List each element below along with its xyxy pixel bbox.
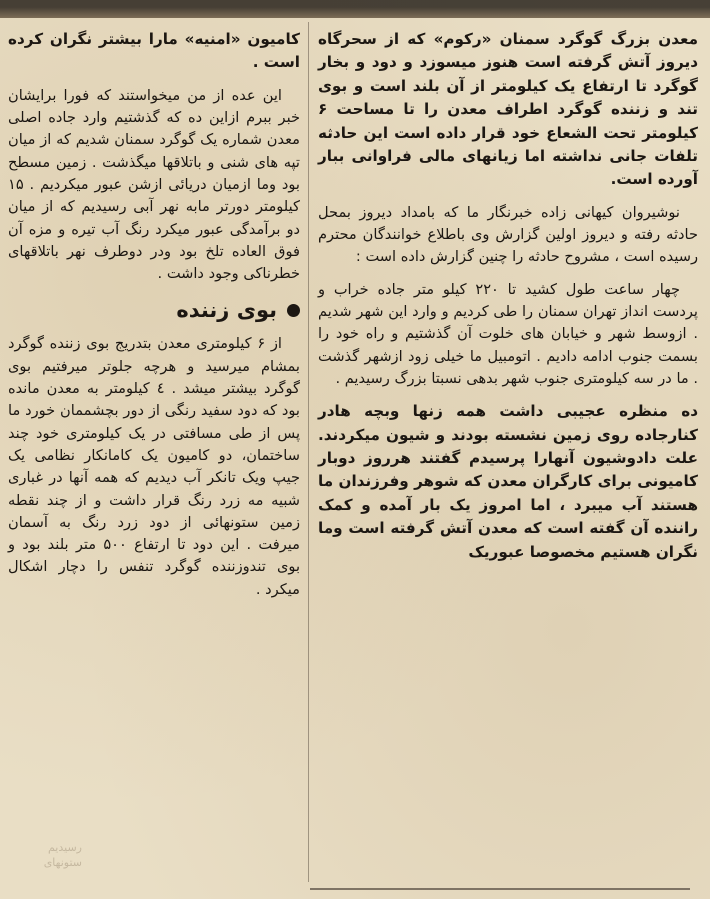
column-divider <box>308 22 309 882</box>
faded-stamp: رسیدیم ستونهای <box>43 841 82 869</box>
body-paragraph: این عده از من میخواستند که فورا برایشان خبر ببرم ازاین ده که گذشتیم وارد جاده اصلی معدن شماره یک گوگرد سمنان شدیم که از میان تپه های شنی و باتلاقها میگذشت . زمین مسطح بود وما ازمیان دریائی ازشن عبور میکردیم . ۱۵ کیلومتر دورتر مابه نهر آبی رسیدیم که از میان دو برآمدگی عبور میکرد رنگ آب تیره و مزه آن فوق العاده تلخ بود ودر دوطرف نهر باتلاقهای خطرناکی وجود داشت . <box>8 86 300 283</box>
body-paragraph: چهار ساعت طول کشید تا ۲۲۰ کیلو متر جاده خراب و پردست انداز تهران سمنان را طی کردیم و وارد این شهر شدیم . ازوسط شهر و خیابان های خلوت آن گذشتیم و راه خود را بسمت جنوب ادامه دادیم . اتومبیل ما خیلی زود ازشهر گذشت . ما در سه کیلومتری جنوب شهر بدهی نسبتا بزرگ رسیدیم . <box>318 280 698 387</box>
lead-paragraph: معدن بزرگ گوگرد سمنان «رکوم» که از سحرگاه دیروز آتش گرفته است هنوز میسوزد و دود و بخار گوگرد تا ارتفاع یک کیلومتر از آن بلند است و بوی تند و زننده گوگرد اطراف معدن را تا مساحت ۶ کیلومتر تحت الشعاع خود قرار داده است این حادثه تلفات جانی نداشته اما زیانهای مالی فراوانی ببار آورده است. <box>318 30 698 189</box>
body-paragraph: از ۶ کیلومتری معدن بتدریج بوی زننده گوگرد بمشام میرسید و هرچه جلوتر میرفتیم بوی گوگرد بیشتر میشد . ٤ کیلومتر به معدن مانده بود که دود سفید رنگی از دور بچشممان خورد ما پس از طی مسافتی در یک کیلومتری خود چند ساختمان، دو کامیون یک کامانکار نظامی یک جیپ ویک تانکر آب دیدیم که همه آنها در غباری شبیه مه زرد رنگ قرار داشت و از چند نقطه زمین ستونهائی از دود زرد رنگ به آسمان میرفت . این دود تا ارتفاع ۵۰۰ متر بلند بود و بوی تندوزننده گوگرد تنفس را دچار اشکال میکرد . <box>8 335 300 598</box>
bottom-rule <box>310 888 690 890</box>
top-edge <box>0 0 710 18</box>
right-column <box>318 28 698 574</box>
left-column <box>8 28 300 611</box>
subheading-text: بوی زننده <box>176 298 277 323</box>
body-paragraph: نوشیروان کیهانی زاده خبرنگار ما که بامداد دیروز بمحل حادثه رفته و دیروز اولین گزارش وی باطلاع خوانندگان محترم رسیده است ، مشروح حادثه را چنین گزارش داده است : <box>318 203 698 266</box>
subheading <box>8 295 300 325</box>
body-paragraph: ده منظره عجیبی داشت همه زنها وبچه هادر کنارجاده روی زمین نشسته بودند و شیون میکردند. علت دادوشیون آنهارا پرسیدم گفتند هرروز دوبار کامیونی برای کارگران معدن که شوهر وفرزندان ما هستند آب میبرد ، اما امروز یک بار آمده و کمک راننده آن گفته است که معدن آتش گرفته است وما نگران هستیم مخصوصا عبوریک <box>318 402 698 561</box>
bullet-icon <box>287 304 300 317</box>
body-paragraph: کامیون «امنیه» مارا بیشتر نگران کرده است . <box>8 30 300 72</box>
